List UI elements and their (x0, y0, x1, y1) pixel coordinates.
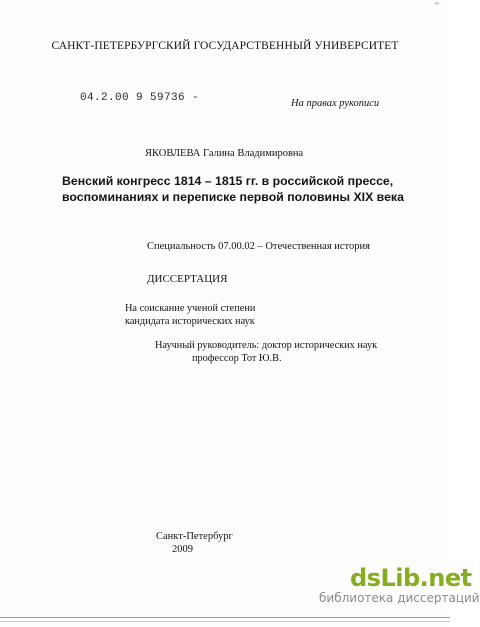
watermark-logo[interactable]: dsLib.net (350, 564, 472, 592)
corner-mark: "' (435, 2, 440, 9)
degree-line-2: кандидата исторических наук (125, 316, 255, 327)
degree-line-1: На соискание ученой степени (125, 303, 256, 314)
watermark-subtitle: библиотека диссертаций (319, 591, 480, 605)
dissertation-title (62, 173, 402, 205)
rights-notice: На правах рукописи (291, 98, 380, 109)
place-and-year (156, 530, 233, 556)
title-line-2: воспоминаниях и переписке первой половины XIX века (62, 190, 404, 204)
dslib-watermark[interactable] (316, 565, 480, 605)
year: 2009 (172, 544, 193, 555)
author-name: ЯКОВЛЕВА Галина Владимировна (145, 148, 304, 159)
supervisor-line-1: Научный руководитель: доктор исторических наук (155, 340, 378, 351)
archive-stamp: 04.2.00 9 59736 - (80, 92, 200, 104)
degree-sought (125, 302, 255, 328)
university-name: САНКТ-ПЕТЕРБУРГСКИЙ ГОСУДАРСТВЕННЫЙ УНИВЕРСИТЕТ (51, 40, 399, 52)
scan-edge-line (0, 617, 450, 618)
document-type: ДИССЕРТАЦИЯ (147, 273, 228, 285)
scan-edge-line-secondary (0, 621, 450, 622)
city: Санкт-Петербург (156, 531, 233, 542)
specialty: Специальность 07.00.02 – Отечественная история (147, 241, 370, 252)
title-line-1: Венский конгресс 1814 – 1815 гг. в российской прессе, (62, 174, 394, 188)
supervisor-line-2: профессор Тот Ю.В. (192, 353, 282, 364)
supervisor (155, 339, 377, 365)
